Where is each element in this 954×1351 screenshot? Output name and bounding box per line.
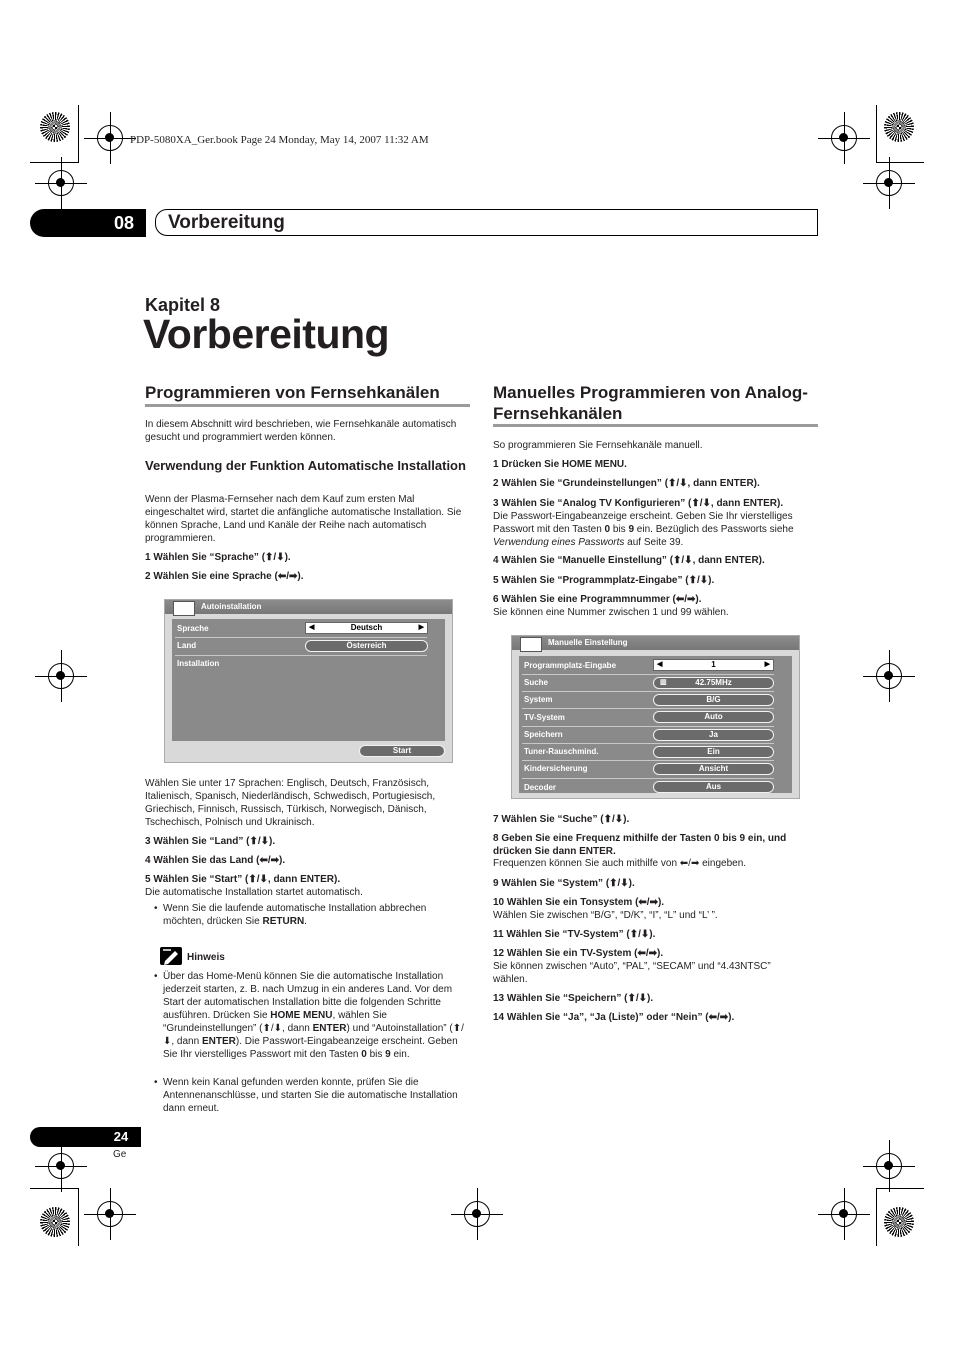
step: 3 Wählen Sie “Analog TV Konfigurieren” (⬆/⬇, dann ENTER). — [493, 498, 784, 509]
divider — [175, 655, 427, 656]
menu-label: Programmplatz-Eingabe — [524, 661, 617, 670]
color-wheel-icon — [40, 112, 70, 142]
registration-mark-icon — [97, 125, 123, 151]
menu-label: Sprache — [177, 624, 209, 633]
registration-mark-icon — [831, 125, 857, 151]
crop-line — [78, 105, 79, 163]
step: 5 Wählen Sie “Start” (⬆/⬇, dann ENTER). — [145, 874, 341, 885]
page-title: Vorbereitung — [143, 311, 390, 357]
registration-mark-icon — [97, 1201, 123, 1227]
menu-label: Kindersicherung — [524, 764, 588, 773]
registration-mark-icon — [876, 1153, 902, 1179]
subsection-heading: Verwendung der Funktion Automatische Installation — [145, 458, 466, 473]
section-rule — [493, 424, 818, 427]
menu-label: Tuner-Rauschmind. — [524, 747, 599, 756]
step-note: Wählen Sie zwischen “B/G”, “D/K”, “I”, “L” und “L’ ”. — [493, 910, 718, 921]
program-number-field[interactable]: ◀ 1 ▶ — [653, 659, 774, 671]
tv-system-selector[interactable]: Auto — [653, 711, 774, 723]
divider — [522, 743, 774, 744]
note-heading: Hinweis — [187, 952, 225, 963]
save-selector[interactable]: Ja — [653, 729, 774, 741]
step: 4 Wählen Sie “Manuelle Einstellung” (⬆/⬇, dann ENTER). — [493, 555, 765, 566]
step: 11 Wählen Sie “TV-System” (⬆/⬇). — [493, 929, 656, 940]
step-note: Sie können eine Nummer zwischen 1 und 99 wählen. — [493, 607, 729, 618]
registration-mark-icon — [48, 170, 74, 196]
divider — [175, 637, 427, 638]
color-wheel-icon — [884, 1207, 914, 1237]
step: 1 Wählen Sie “Sprache” (⬆/⬇). — [145, 552, 291, 563]
step: 6 Wählen Sie eine Programmnummer (⬅/➡). — [493, 594, 702, 605]
registration-mark-icon — [464, 1201, 490, 1227]
registration-mark-icon — [876, 170, 902, 196]
section-heading: Manuelles Programmieren von Analog-Fernsehkanälen — [493, 383, 808, 423]
step-note: Die Passwort-Eingabeanzeige erscheint. Geben Sie Ihr vierstelliges Passwort mit den Tasten 0 bis 9 ein. Bezüglich des Passworts siehe Verwendung eines Passworts auf Seite 39. — [493, 511, 794, 548]
crop-line — [30, 1188, 78, 1189]
step: 7 Wählen Sie “Suche” (⬆/⬇). — [493, 814, 630, 825]
step: 12 Wählen Sie ein TV-System (⬅/➡). — [493, 948, 664, 959]
step-note: Die automatische Installation startet automatisch. — [145, 887, 363, 898]
step: 14 Wählen Sie “Ja”, “Ja (Liste)” oder “Nein” (⬅/➡). — [493, 1012, 735, 1023]
note-bullet: • Wenn kein Kanal gefunden werden konnte, prüfen Sie die Antennenanschlüsse, und starten Sie die automatische Installation dann erneut. — [163, 1076, 470, 1115]
tv-menu-icon — [520, 637, 542, 652]
step: 8 Geben Sie eine Frequenz mithilfe der Tasten 0 bis 9 ein, und drücken Sie dann ENTER. — [493, 833, 787, 857]
divider — [522, 778, 774, 779]
menu-label: Land — [177, 641, 197, 650]
language-selector[interactable]: ◀ Deutsch ▶ — [305, 622, 428, 634]
divider — [522, 674, 774, 675]
crop-line — [876, 1188, 924, 1189]
step: 5 Wählen Sie “Programmplatz-Eingabe” (⬆/⬇). — [493, 575, 715, 586]
step-note: Sie können zwischen “Auto”, “PAL”, “SECAM” und “4.43NTSC” wählen. — [493, 961, 771, 985]
section-heading: Programmieren von Fernsehkanälen — [145, 383, 440, 402]
menu-label: Decoder — [524, 783, 557, 792]
step: 13 Wählen Sie “Speichern” (⬆/⬇). — [493, 993, 654, 1004]
bullet-item: • Wenn Sie die laufende automatische Installation abbrechen möchten, drücken Sie RETURN. — [163, 902, 470, 928]
intro-text: So programmieren Sie Fernsehkanäle manuell. — [493, 440, 703, 451]
screen-title: Autoinstallation — [165, 600, 452, 614]
divider — [522, 726, 774, 727]
step-note: Frequenzen können Sie auch mithilfe von ⬅/➡ eingeben. — [493, 858, 747, 869]
step: 10 Wählen Sie ein Tonsystem (⬅/➡). — [493, 897, 665, 908]
color-wheel-icon — [884, 112, 914, 142]
autoinstallation-screen — [164, 599, 453, 763]
step: 1 Drücken Sie HOME MENU. — [493, 459, 627, 470]
file-info: PDP-5080XA_Ger.book Page 24 Monday, May 14, 2007 11:32 AM — [130, 134, 429, 146]
manual-setup-screen — [511, 635, 800, 799]
registration-mark-icon — [48, 1153, 74, 1179]
parental-lock-selector[interactable]: Ansicht — [653, 763, 774, 775]
intro-text: In diesem Abschnitt wird beschrieben, wie Fernsehkanäle automatisch gesucht und programmiert werden können. — [145, 419, 457, 443]
menu-label: Suche — [524, 678, 549, 687]
section-rule — [145, 404, 470, 407]
crop-line — [876, 105, 877, 163]
chapter-number: 08 — [113, 213, 135, 233]
divider — [522, 691, 774, 692]
color-wheel-icon — [40, 1207, 70, 1237]
crop-line — [30, 162, 78, 163]
start-button[interactable]: Start — [359, 745, 445, 757]
step: 9 Wählen Sie “System” (⬆/⬇). — [493, 878, 635, 889]
kapitel-label: Kapitel 8 — [145, 295, 221, 315]
registration-mark-icon — [48, 663, 74, 689]
step: 2 Wählen Sie “Grundeinstellungen” (⬆/⬇, dann ENTER). — [493, 478, 760, 489]
arrow-right-icon: ▶ — [764, 661, 770, 668]
languages-text: Wählen Sie unter 17 Sprachen: Englisch, Deutsch, Französisch, Italienisch, Spanisch, Niederländisch, Schwedisch, Portugiesisch, Griechisch, Finnisch, Russisch, Türkisch, Norwegisch, Dänisch, Tschechisch, Polnisch und Ukrainisch. — [145, 778, 436, 828]
menu-label: System — [524, 695, 553, 704]
registration-mark-icon — [876, 663, 902, 689]
crop-line — [78, 1188, 79, 1246]
body-text: Wenn der Plasma-Fernseher nach dem Kauf zum ersten Mal eingeschaltet wird, startet die anfängliche automatische Installation. Sie können Sprache, Land und Kanäle der Reihe nach automatisch programmieren. — [145, 494, 462, 544]
language-code: Ge — [113, 1149, 127, 1160]
step: 3 Wählen Sie “Land” (⬆/⬇). — [145, 836, 276, 847]
country-selector[interactable]: Österreich — [305, 640, 428, 652]
step: 4 Wählen Sie das Land (⬅/➡). — [145, 855, 286, 866]
screen-title: Manuelle Einstellung — [512, 636, 799, 650]
note-bullet: • Über das Home-Menü können Sie die automatische Installation jederzeit starten, z. B. nach Umzug in ein anderes Land. Vor dem Start der automatischen Installation bitte die folgenden Schritte ausführen. Drücken Sie HOME MENU, wählen Sie “Grundeinstellungen” (⬆/⬇, dann ENTER) und “Autoinstallation” (⬆/⬇, dann ENTER). Die Passwort-Eingabeanzeige erscheint. Geben Sie Ihr vierstelliges Passwort mit den Tasten 0 bis 9 ein. — [163, 970, 470, 1061]
step: 2 Wählen Sie eine Sprache (⬅/➡). — [145, 571, 304, 582]
registration-mark-icon — [831, 1201, 857, 1227]
divider — [522, 708, 774, 709]
divider — [522, 760, 774, 761]
crop-line — [876, 1188, 877, 1246]
note-pencil-icon — [160, 947, 182, 965]
chapter-title: Vorbereitung — [168, 212, 285, 233]
noise-reduction-selector[interactable]: Ein — [653, 746, 774, 758]
system-selector[interactable]: B/G — [653, 694, 774, 706]
page-number: 24 — [113, 1129, 129, 1144]
arrow-left-icon: ◀ — [309, 624, 315, 631]
keypad-icon: ▥ — [660, 679, 667, 686]
crop-line — [876, 162, 924, 163]
tv-menu-icon — [173, 601, 195, 616]
menu-label: TV-System — [524, 713, 565, 722]
decoder-selector[interactable]: Aus — [653, 781, 774, 793]
menu-label: Speichern — [524, 730, 563, 739]
arrow-right-icon: ▶ — [418, 624, 424, 631]
menu-label: Installation — [177, 659, 220, 668]
arrow-left-icon: ◀ — [657, 661, 663, 668]
search-field[interactable]: ▥ 42.75MHz — [653, 677, 774, 689]
